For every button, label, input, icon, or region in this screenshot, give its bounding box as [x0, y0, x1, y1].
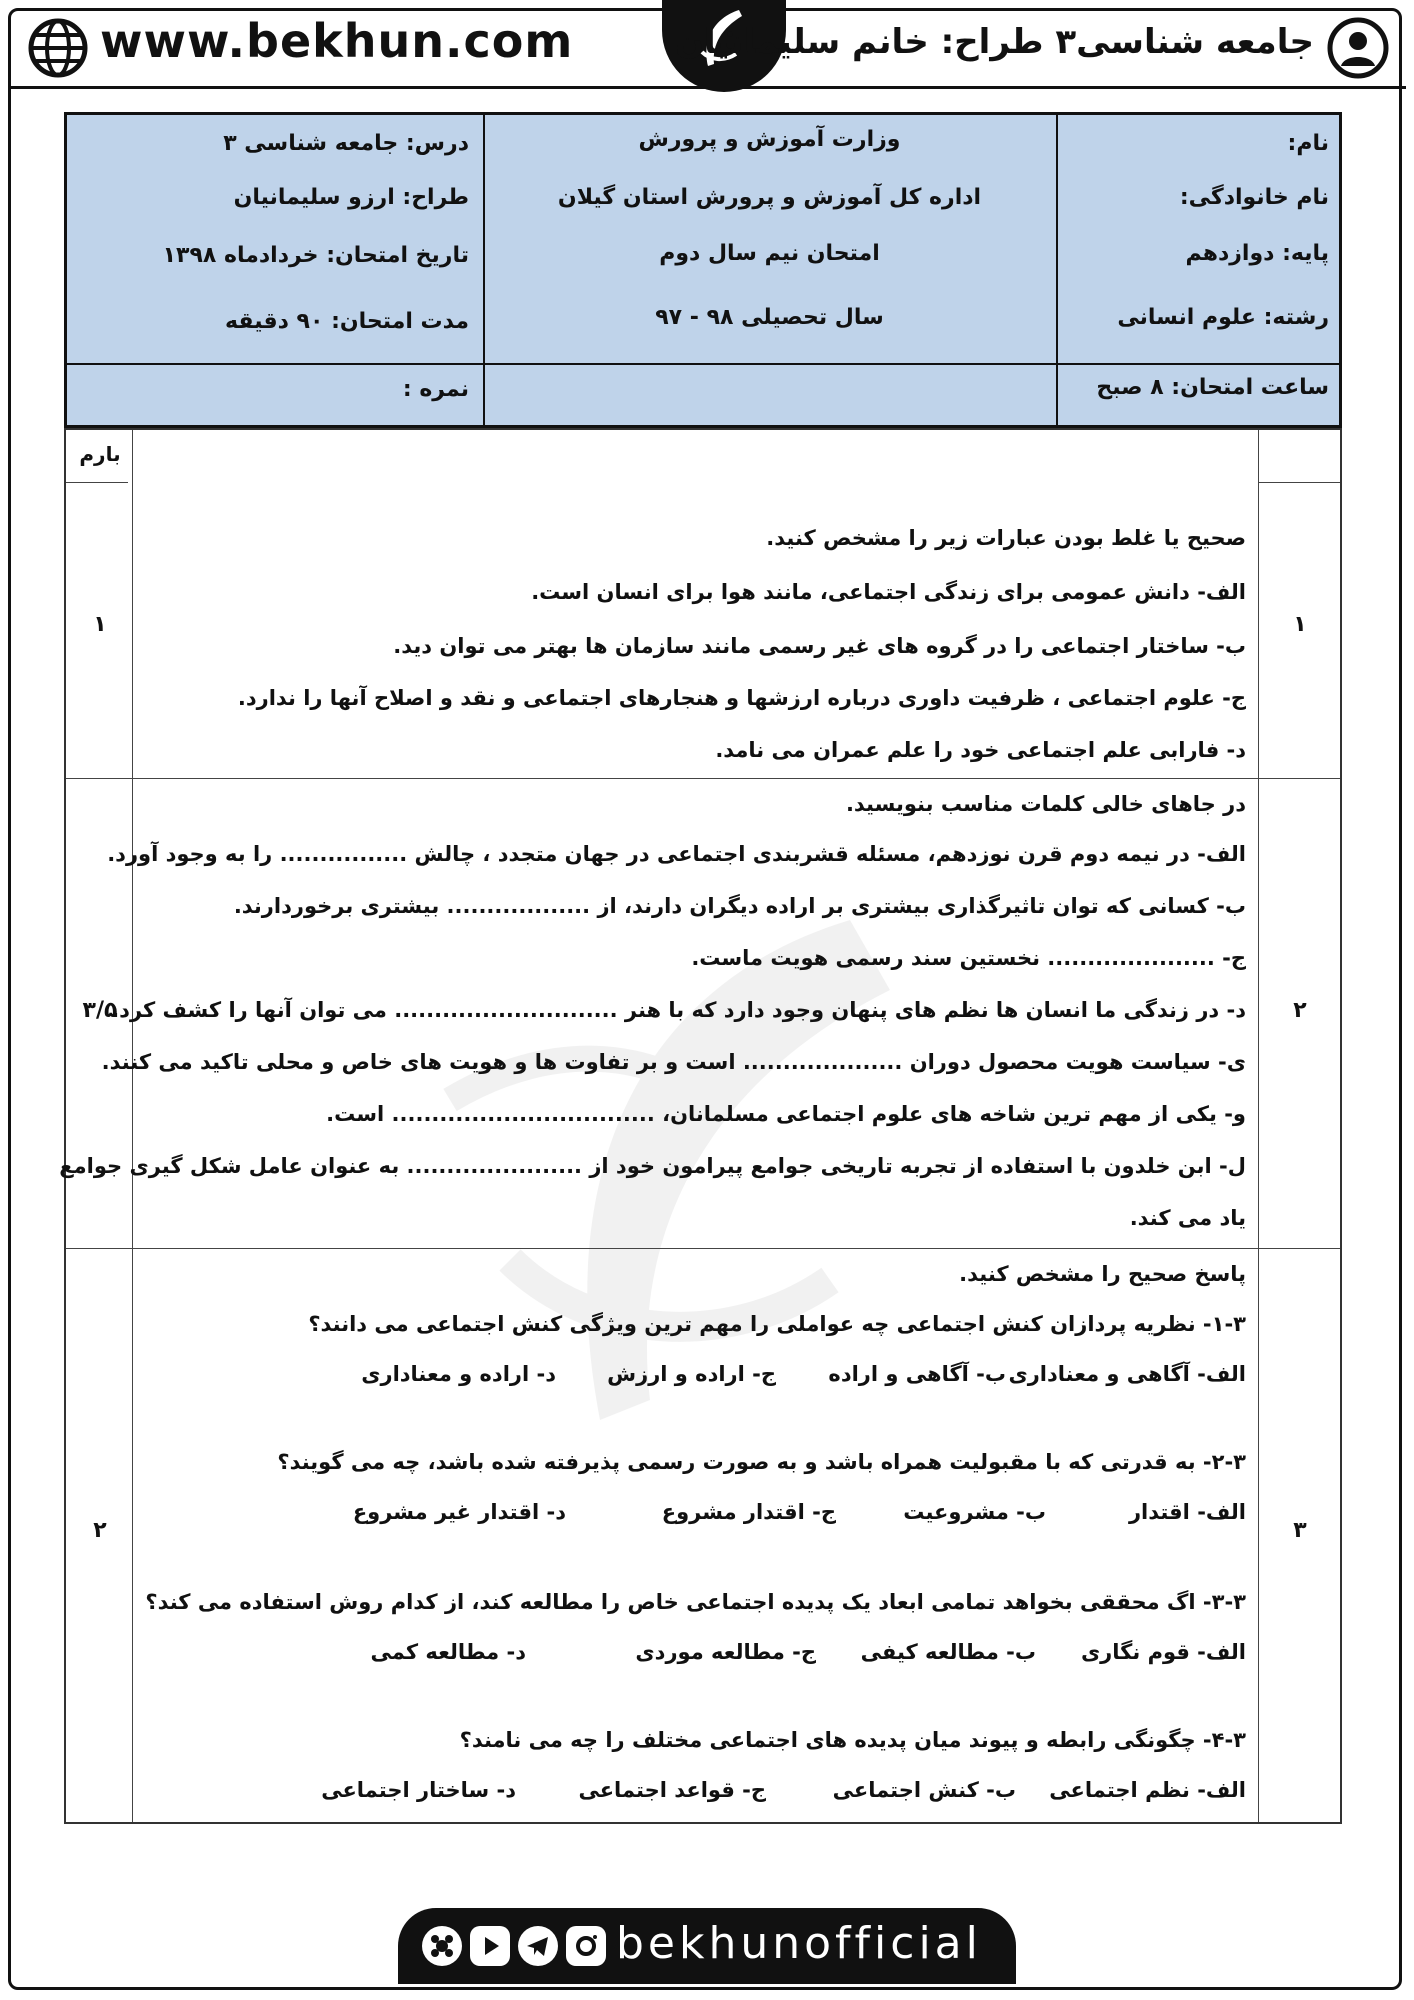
question-3-item: ۴-۳- چگونگی رابطه و پیوند میان پدیده های اجتماعی مختلف را چه می نامند؟ — [459, 1728, 1246, 1752]
options-row — [246, 1500, 1246, 1530]
questions-table — [59, 428, 1342, 1824]
subject-label: درس: جامعه شناسی ۳ — [223, 131, 469, 156]
question-3-item: ۳-۳- اگ محققی بخواهد تمامی ابعاد یک پدیده اجتماعی خاص را مطالعه کند، از کدام روش استفاده می کند؟ — [145, 1590, 1246, 1614]
question-2-line: یاد می کند. — [1129, 1206, 1246, 1230]
question-2-line: الف- در نیمه دوم قرن نوزدهم، مسئله قشربندی اجتماعی در جهان متجدد ، چالش ................ را به وجود آورد. — [107, 842, 1246, 866]
options-row — [246, 1778, 1246, 1808]
question-3-intro: پاسخ صحیح را مشخص کنید. — [959, 1262, 1246, 1286]
designer-label: طراح: ارزو سلیمانیان — [233, 185, 469, 210]
options-row — [246, 1640, 1246, 1670]
exam-time-label: ساعت امتحان: ۸ صبح — [1096, 375, 1329, 400]
question-1-line: د- فارابی علم اجتماعی خود را علم عمران می نامد. — [715, 738, 1246, 762]
option-item[interactable]: ج- اقتدار مشروع — [661, 1500, 836, 1524]
field-label: رشته: علوم انسانی — [1117, 305, 1329, 330]
question-1-line: صحیح یا غلط بودن عبارات زیر را مشخص کنید. — [766, 526, 1246, 550]
question-2-line: در جاهای خالی کلمات مناسب بنویسید. — [845, 792, 1246, 816]
globe-icon — [28, 18, 88, 78]
instagram-icon[interactable] — [566, 1926, 606, 1966]
question-3-item: ۱-۳- نظریه پردازان کنش اجتماعی چه عواملی را مهم ترین ویژگی کنش اجتماعی می دانند؟ — [308, 1312, 1246, 1336]
exam-date-label: تاریخ امتحان: خردادماه ۱۳۹۸ — [162, 243, 469, 268]
option-item[interactable]: ج- مطالعه موردی — [635, 1640, 816, 1664]
score-column-header: بارم — [79, 442, 121, 466]
exam-header-table — [64, 112, 1342, 428]
option-item[interactable]: الف- اقتدار — [1128, 1500, 1246, 1524]
banner-divider — [8, 86, 1406, 89]
question-1-score: ۱ — [93, 612, 107, 637]
option-item[interactable]: د- ساختار اجتماعی — [321, 1778, 516, 1802]
aparat-icon[interactable] — [422, 1926, 462, 1966]
question-2-line: و- یکی از مهم ترین شاخه های علوم اجتماعی مسلمانان، ................................. است. — [326, 1102, 1246, 1126]
question-2-line: ج- ..................... نخستین سند رسمی هویت ماست. — [691, 946, 1246, 970]
social-footer — [398, 1908, 1016, 1984]
grade-label: پایه: دوازدهم — [1185, 241, 1329, 266]
duration-label: مدت امتحان: ۹۰ دقیقه — [225, 309, 469, 334]
school-year: سال تحصیلی ۹۸ - ۹۷ — [655, 305, 884, 330]
option-item[interactable]: الف- نظم اجتماعی — [1049, 1778, 1246, 1802]
option-item[interactable]: ب- مشروعیت — [903, 1500, 1046, 1524]
youtube-icon[interactable] — [470, 1926, 510, 1966]
page-title: جامعه شناسی۳ طراح: خانم سلیمانیان — [675, 22, 1314, 62]
question-2-line: ب- کسانی که توان تاثیرگذاری بیشتری بر اراده دیگران دارند، از .................. بیشتری برخوردارند. — [233, 894, 1246, 918]
question-1-line: ب- ساختار اجتماعی را در گروه های غیر رسمی مانند سازمان ها بهتر می توان دید. — [393, 634, 1246, 658]
question-1-line: ج- علوم اجتماعی ، ظرفیت داوری درباره ارزشها و هنجارهای اجتماعی و نقد و اصلاح آنها را ندارد. — [237, 686, 1246, 710]
option-item[interactable]: د- مطالعه کمی — [370, 1640, 526, 1664]
score-label: نمره : — [402, 377, 469, 402]
user-icon — [1326, 16, 1390, 80]
question-3-score: ۲ — [93, 1518, 107, 1543]
question-2-number: ۲ — [1293, 998, 1307, 1023]
telegram-icon[interactable] — [518, 1926, 558, 1966]
social-handle[interactable]: bekhunofficial — [616, 1918, 982, 1969]
site-url[interactable]: www.bekhun.com — [100, 14, 574, 68]
office-title: اداره کل آموزش و پرورش استان گیلان — [557, 185, 982, 210]
option-item[interactable]: ب- کنش اجتماعی — [832, 1778, 1016, 1802]
ministry-title: وزارت آموزش و پرورش — [638, 127, 901, 152]
question-2-line: د- در زندگی ما انسان ها نظم های پنهان وجود دارد که با هنر ............................ می توان آنها را کشف کرد. — [111, 998, 1246, 1022]
option-item[interactable]: ج- قواعد اجتماعی — [578, 1778, 766, 1802]
question-3-item: ۲-۳- به قدرتی که با مقبولیت همراه باشد و به صورت رسمی پذیرفته شده باشد، چه می گویند؟ — [277, 1450, 1246, 1474]
question-2-line: ی- سیاست هویت محصول دوران .................... است و بر تفاوت ها و هویت های خاص و محلی تاکید می کنند. — [101, 1050, 1246, 1074]
option-item[interactable]: ج- اراده و ارزش — [607, 1362, 776, 1386]
name-label: نام: — [1287, 131, 1329, 156]
question-1-line: الف- دانش عمومی برای زندگی اجتماعی، مانند هوا برای انسان است. — [531, 580, 1246, 604]
option-item[interactable]: د- اراده و معناداری — [361, 1362, 556, 1386]
options-row — [246, 1362, 1246, 1392]
question-1-number: ۱ — [1293, 612, 1307, 637]
option-item[interactable]: ب- مطالعه کیفی — [860, 1640, 1036, 1664]
question-2-score: ۳/۵ — [82, 998, 118, 1023]
question-2-line: ل- ابن خلدون با استفاده از تجربه تاریخی جوامع پیرامون خود از ...................... به عنوان عامل شکل گیری جوامع — [59, 1154, 1246, 1178]
option-item[interactable]: الف- آگاهی و معناداری — [1008, 1362, 1246, 1386]
exam-type: امتحان نیم سال دوم — [659, 241, 880, 266]
option-item[interactable]: ب- آگاهی و اراده — [828, 1362, 1006, 1386]
question-3-number: ۳ — [1293, 1518, 1307, 1543]
family-label: نام خانوادگی: — [1179, 185, 1329, 210]
option-item[interactable]: د- اقتدار غیر مشروع — [352, 1500, 566, 1524]
option-item[interactable]: الف- قوم نگاری — [1080, 1640, 1246, 1664]
